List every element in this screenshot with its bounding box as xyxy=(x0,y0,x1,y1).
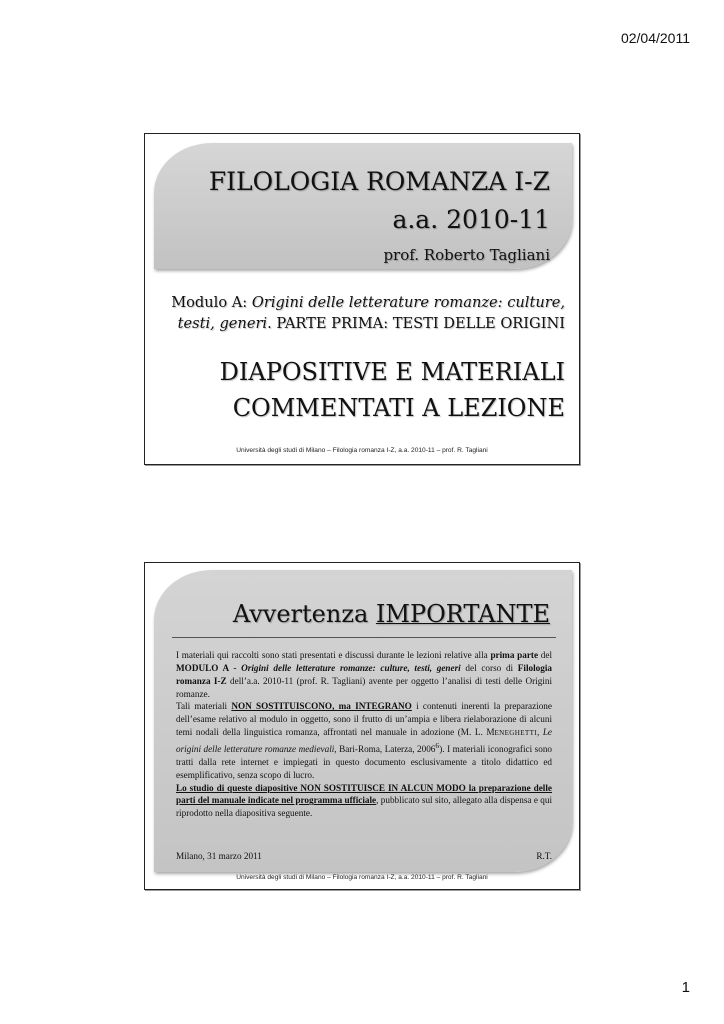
notice-title-underlined: IMPORTANTE xyxy=(375,600,550,628)
text: Tali materiali xyxy=(176,701,232,712)
notice-paragraph-1 xyxy=(176,649,552,700)
signature-row xyxy=(176,851,552,861)
slides-heading-line1: DIAPOSITIVE E MATERIALI xyxy=(219,358,565,386)
edition-superscript: 6 xyxy=(435,740,440,750)
text: dell’a.a. 2010-11 (prof. R. Tagliani) avente per oggetto l’analisi di testi delle Origini romanze. xyxy=(176,675,553,699)
text: , xyxy=(536,727,543,738)
module-part: . PARTE PRIMA: TESTI DELLE ORIGINI xyxy=(267,315,565,332)
notice-banner xyxy=(154,570,572,872)
text: , Bari-Roma, Laterza, 2006 xyxy=(334,743,436,754)
professor-name: prof. Roberto Tagliani xyxy=(383,246,550,264)
place-date: Milano, 31 marzo 2011 xyxy=(176,851,262,861)
text: i contenuti inerenti la preparazione dell’esame relativo al modulo in oggetto, sono il frutto di un’ampia e libera rielaborazione di alcuni temi nodali della linguistica romanza, affrontati nel manuale in adozione (M. L. xyxy=(176,701,552,738)
text: I materiali qui raccolti sono stati presentati e discussi durante le lezioni relative alla xyxy=(176,650,491,660)
text-bold: MODULO A - xyxy=(176,662,242,673)
slide-2 xyxy=(144,562,580,890)
page-number: 1 xyxy=(681,979,690,996)
text-smallcaps: ENEGHETTI xyxy=(494,729,537,738)
course-title: FILOLOGIA ROMANZA I-Z xyxy=(208,167,550,196)
notice-paragraph-3 xyxy=(176,782,552,821)
title-divider xyxy=(172,637,556,638)
text-bold: Filologia romanza I-Z xyxy=(176,662,552,686)
author-initials: R.T. xyxy=(536,851,552,861)
slides-heading xyxy=(155,354,565,426)
slide-1 xyxy=(144,133,580,465)
text: del xyxy=(538,650,552,660)
page-date: 02/04/2011 xyxy=(620,30,690,46)
text-bold-underlined: NON SOSTITUISCONO, ma INTEGRANO xyxy=(231,701,412,712)
notice-paragraph-2 xyxy=(176,700,552,781)
notice-title xyxy=(233,600,550,628)
slides-heading-line2: COMMENTATI A LEZIONE xyxy=(232,394,565,422)
book-title: Le origini delle letterature romanze medievali xyxy=(176,727,552,754)
text-bold-italic: Origini delle letterature romanze: culture, testi, generi xyxy=(241,662,461,673)
module-title: Origini delle letterature romanze: culture, testi, generi xyxy=(177,294,565,332)
title-banner xyxy=(154,143,572,269)
text: M xyxy=(486,727,495,738)
notice-title-plain: Avvertenza xyxy=(232,600,376,628)
text-bold-underlined: Lo studio di queste diapositive NON SOSTITUISCE IN ALCUN MODO la preparazione delle parti del manuale indicate nel programma ufficiale xyxy=(176,782,552,806)
slide-footer: Università degli studi di Milano – Filologia romanza I-Z, a.a. 2010-11 – prof. R. Tagliani xyxy=(236,447,488,454)
module-description xyxy=(159,292,565,334)
text: , pubblicato sul sito, allegato alla dispensa e qui riprodotto nella diapositiva seguente. xyxy=(176,795,552,819)
text: ). I materiali iconografici sono tratti dalla rete internet e impiegati in questo documento esclusivamente a titolo didattico ed esemplificativo, senza scopo di lucro. xyxy=(176,743,553,780)
text-bold: prima parte xyxy=(490,650,539,660)
notice-body xyxy=(176,649,552,820)
module-label: Modulo A: xyxy=(171,294,248,311)
text: del corso di xyxy=(460,662,518,673)
academic-year: a.a. 2010-11 xyxy=(392,205,550,234)
slide-footer: Università degli studi di Milano – Filologia romanza I-Z, a.a. 2010-11 – prof. R. Tagliani xyxy=(236,874,488,881)
